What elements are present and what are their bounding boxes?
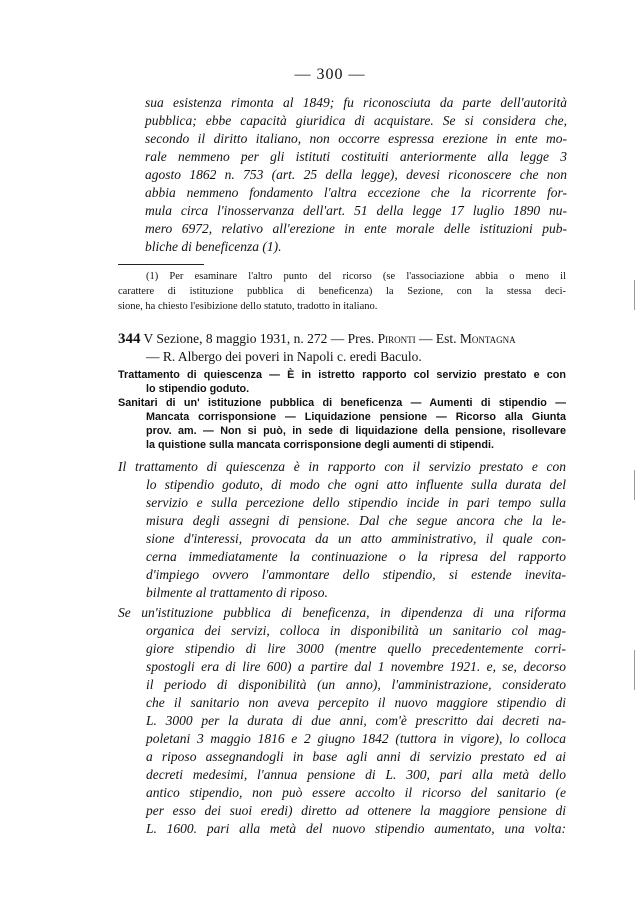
case-number: 344	[118, 331, 141, 347]
text-line: d'impiego ovvero l'ammontare dello stipendio, si estende inevita-	[146, 567, 566, 582]
text-line: misura degli assegni di pensione. Dal che segue ancora che la le-	[146, 513, 566, 528]
scan-margin-mark	[634, 650, 635, 690]
massima-line: la quistione sulla mancata corrisponsione degli aumenti di stipendi.	[146, 439, 494, 451]
text-line: per esso dei suoi eredi) diretto ad ottenere la maggiore pensione di	[146, 803, 566, 818]
text-line: spostogli era di lire 600) a partire dal 1 novembre 1921. e, se, decorso	[146, 659, 566, 674]
text-line: antico stipendio, non può essere accolto il ricorso del sanitario (e	[146, 785, 566, 800]
footnote-line: (1) Per esaminare l'altro punto del ricorso (se l'associazione abbia o meno il	[146, 271, 566, 282]
footnote-line: sione, ha chiesto l'esibizione dello statuto, tradotto in italiano.	[118, 301, 378, 312]
massima-line: Sanitari di un' istituzione pubblica di beneficenza — Aumenti di stipendio —	[118, 397, 566, 409]
massima-line: prov. am. — Non si può, in sede di liquidazione della pensione, risollevare	[146, 425, 566, 437]
text-line: Il trattamento di quiescenza è in rapporto con il servizio prestato e con	[118, 459, 566, 474]
text-line: lo stipendio goduto, di modo che ogni atto influente sulla durata del	[146, 477, 566, 492]
massima-line: lo stipendio goduto.	[146, 383, 250, 395]
president-name: Pironti	[377, 331, 416, 346]
text-line: sua esistenza rimonta al 1849; fu riconosciuta da parte dell'autorità	[145, 95, 567, 110]
text-line: poletani 3 maggio 1816 e 2 giugno 1842 (tuttora in vigore), lo colloca	[146, 731, 566, 746]
scan-margin-mark	[634, 280, 635, 310]
case-heading-line-1	[118, 330, 516, 348]
text-line: sione d'interessi, provocata da un atto amministrativo, il quale con-	[146, 531, 566, 546]
text-line: agosto 1862 n. 753 (art. 25 della legge), devesi riconoscere che non	[145, 167, 567, 182]
case-heading-mid: — Est.	[415, 331, 460, 346]
footnote-rule	[118, 264, 204, 265]
text-line: abbia nemmeno fondamento l'altra eccezione che la ricorrente for-	[145, 185, 567, 200]
case-heading-prefix: V Sezione, 8 maggio 1931, n. 272 — Pres.	[143, 331, 378, 346]
massima-line: Mancata corrisponsione — Liquidazione pensione — Ricorso alla Giunta	[146, 411, 566, 423]
text-line: mero 6972, relativo all'erezione in ente morale delle istituzioni pub-	[145, 221, 567, 236]
text-line: decreti medesimi, l'annua pensione di L. 300, pari alla metà dello	[146, 767, 566, 782]
text-line: rale nemmeno per gli istituti costituiti anteriormente alla legge 3	[145, 149, 567, 164]
text-line: servizio e sulla percezione dello stipendio incide in pari tempo sulla	[146, 495, 566, 510]
estensore-name: Montagna	[459, 331, 516, 346]
text-line: secondo il diritto italiano, non occorre espressa erezione in ente mo-	[145, 131, 567, 146]
text-line: cerna immediatamente la continuazione o la ripresa del rapporto	[146, 549, 566, 564]
text-line: organica dei servizi, colloca in disponibilità un sanitario col mag-	[146, 623, 566, 638]
text-line: mula circa l'inosservanza dell'art. 51 della legge 17 luglio 1890 nu-	[145, 203, 567, 218]
text-line: giore stipendio di lire 3000 (mentre quello precedentemente corri-	[146, 641, 566, 656]
text-line: il periodo di disponibilità (un anno), l'amministrazione, considerato	[146, 677, 566, 692]
scan-margin-mark	[634, 470, 635, 500]
text-line: bilmente al trattamento di riposo.	[146, 585, 328, 600]
text-line: L. 1600. pari alla metà del nuovo stipendio aumentato, una volta:	[146, 821, 566, 836]
footnote-line: carattere di istituzione pubblica di beneficenza) la Sezione, con la stessa deci-	[118, 286, 566, 297]
text-line: che il sanitario non aveva percepito il nuovo maggiore stipendio di	[146, 695, 566, 710]
page-number: — 300 —	[294, 66, 366, 83]
case-heading-line-2: — R. Albergo dei poveri in Napoli c. eredi Baculo.	[146, 349, 422, 364]
text-line: pubblica; ebbe capacità giuridica di acquistare. Se si considera che,	[145, 113, 567, 128]
text-line: bliche di beneficenza (1).	[145, 239, 282, 254]
text-line: Se un'istituzione pubblica di beneficenza, in dipendenza di una riforma	[118, 605, 566, 620]
text-line: L. 3000 per la durata di due anni, com'è prescritto dai decreti na-	[146, 713, 566, 728]
massima-line: Trattamento di quiescenza — È in istretto rapporto col servizio prestato e con	[118, 369, 566, 381]
text-line: a riposo assegnandogli in base agli anni di servizio prestato ed ai	[146, 749, 566, 764]
